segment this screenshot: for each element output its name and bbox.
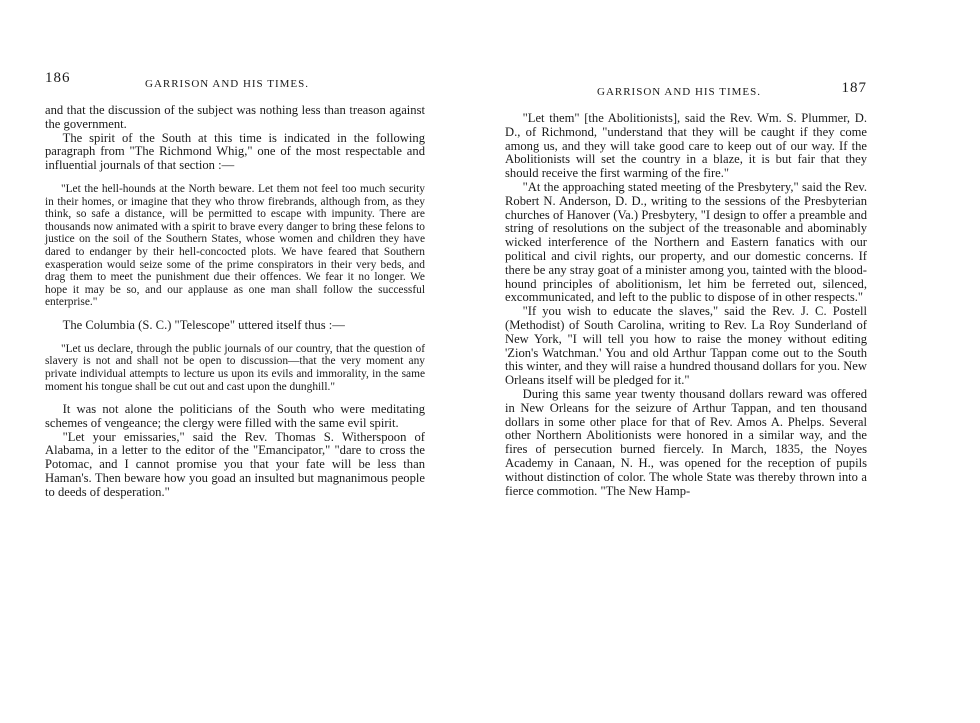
left-page-header bbox=[45, 72, 425, 96]
right-page-number: 187 bbox=[841, 80, 867, 96]
block-quote: "Let the hell-hounds at the North beware. Let them not feel too much security in their homes, or imagine that they who throw firebrands, although from, as they think, so safe a distance, will be permitted to escape with impunity. There are thousands now animated with a spirit to brave every danger to bring these felons to justice on the soil of the Southern States, whose women and children they have dared to endanger by their hell-concocted plots. We have feared that Southern exasperation would seize some of the prime conspirators in their very beds, and drag them to meet the punishment due their offences. We fear it no longer. We hope it may be so, and our applause as one man shall follow the successful enterprise." bbox=[45, 182, 425, 309]
paragraph: During this same year twenty thousand dollars reward was offered in New Orleans for the seizure of Arthur Tappan, and ten thousand dollars in some other place for that of Rev. Amos A. Phelps. Several other Northern Abolitionists were honored in a similar way, and the fires of persecution burned fiercely. In March, 1835, the Noyes Academy in Canaan, N. H., was opened for the reception of pupils without distinction of color. The whole State was thereby thrown into a fierce commotion. "The New Hamp- bbox=[505, 386, 867, 498]
left-page bbox=[45, 0, 425, 723]
paragraph: It was not alone the politicians of the South who were meditating schemes of vengeance; the clergy were filled with the same evil spirit. bbox=[45, 402, 425, 430]
block-quote: "Let us declare, through the public journals of our country, that the question of slavery is not and shall not be open to discussion—that the very moment any private individual attempts to lecture us upon its evils and immorality, in the same moment his tongue shall be cut out and cast upon the dunghill." bbox=[45, 342, 425, 393]
right-page-text bbox=[505, 112, 867, 498]
paragraph: "Let them" [the Abolitionists], said the Rev. Wm. S. Plummer, D. D., of Richmond, "understand that they will be caught if they come among us, and they will take good care to keep out of our way. If the Abolitionists will set the country in a blaze, it is but fair that they should receive the first warming of the fire." bbox=[505, 111, 867, 181]
paragraph: The Columbia (S. C.) "Telescope" uttered itself thus :— bbox=[62, 317, 345, 332]
right-running-head: GARRISON AND HIS TIMES. bbox=[597, 86, 761, 98]
paragraph: "At the approaching stated meeting of the Presbytery," said the Rev. Robert N. Anderson, D. D., writing to the sessions of the Presbyterian churches of Hanover (Va.) Presbytery, "I design to offer a preamble and string of resolutions on the subject of the treasonable and abominably wicked interference of the Northern and Eastern fanatics with our political and civil rights, our property, and our domestic concerns. If there be any stray goat of a minister among you, tainted with the blood-hound principles of abolitionism, let him be ferreted out, silenced, excommunicated, and left to the public to dispose of in other respects." bbox=[505, 179, 867, 305]
paragraph: and that the discussion of the subject was nothing less than treason against the government. bbox=[45, 103, 425, 131]
paragraph: The spirit of the South at this time is indicated in the following paragraph from "The Richmond Whig," one of the most respectable and influential journals of that section :— bbox=[45, 130, 425, 173]
left-running-head: GARRISON AND HIS TIMES. bbox=[145, 78, 309, 90]
paragraph: "If you wish to educate the slaves," said the Rev. J. C. Postell (Methodist) of South Carolina, writing to Rev. La Roy Sunderland of New York, "I will tell you how to raise the money without editing 'Zion's Watchman.' You and old Arthur Tappan come out to the South this winter, and they will raise a hundred thousand dollars for you. New Orleans itself will be pledged for it." bbox=[505, 304, 867, 388]
paragraph: "Let your emissaries," said the Rev. Thomas S. Witherspoon of Alabama, in a letter to the editor of the "Emancipator," "dare to cross the Potomac, and I cannot promise you that your fate will be less than Haman's. Then beware how you goad an insulted but magnanimous people to deeds of desperation." bbox=[45, 429, 425, 499]
left-page-text bbox=[45, 104, 425, 500]
right-page bbox=[505, 0, 867, 723]
right-page-header bbox=[505, 80, 867, 108]
left-page-number: 186 bbox=[45, 70, 71, 86]
